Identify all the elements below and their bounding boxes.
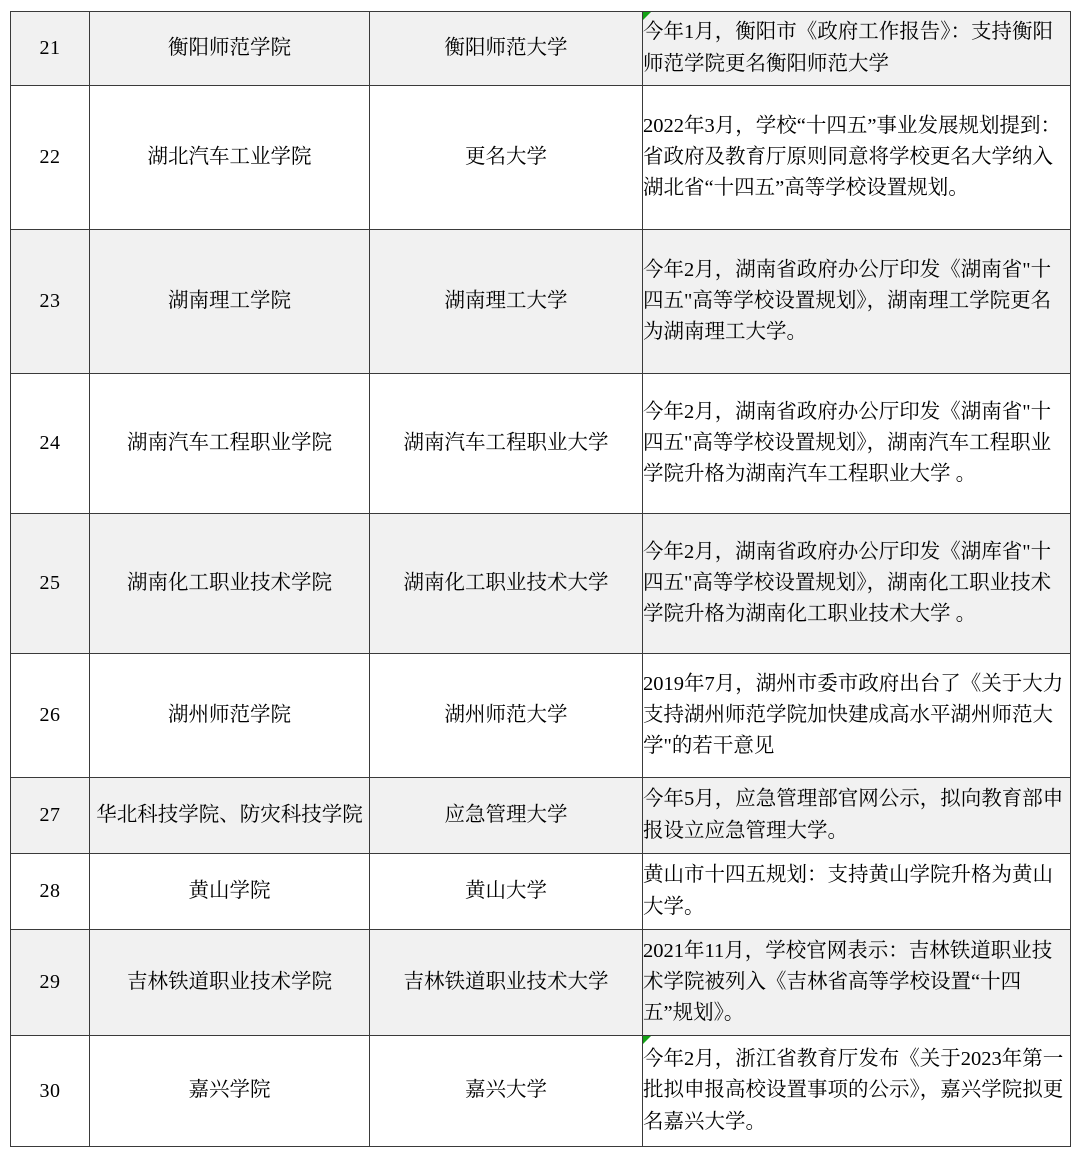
cell-index[interactable]: 24 [11,374,90,514]
cell-note-text: 今年2月，湖南省政府办公厅印发《湖南省"十四五"高等学校设置规划》，湖南汽车工程职业学院升格为湖南汽车工程职业大学 。 [643,400,1052,486]
cell-new-name[interactable]: 衡阳师范大学 [370,12,643,86]
cell-note[interactable] [643,1036,1071,1147]
cell-original-name[interactable]: 嘉兴学院 [90,1036,370,1147]
cell-new-name[interactable]: 吉林铁道职业技术大学 [370,930,643,1036]
cell-index[interactable]: 27 [11,778,90,854]
cell-note-text: 今年5月，应急管理部官网公示，拟向教育部申报设立应急管理大学。 [643,788,1064,842]
cell-note-text: 今年2月，湖南省政府办公厅印发《湖库省"十四五"高等学校设置规划》，湖南化工职业技术学院升格为湖南化工职业技术大学 。 [643,540,1052,626]
table-row[interactable] [11,854,1071,930]
table-row[interactable] [11,1036,1071,1147]
cell-note-text: 2021年11月，学校官网表示：吉林铁道职业技术学院被列入《吉林省高等学校设置“十四五”规划》。 [643,939,1053,1025]
cell-index[interactable]: 22 [11,86,90,230]
cell-original-name[interactable]: 湖南化工职业技术学院 [90,514,370,654]
cell-note-text: 2019年7月，湖州市委市政府出台了《关于大力支持湖州师范学院加快建成高水平湖州师范大学"的若干意见 [643,672,1064,758]
cell-index[interactable]: 28 [11,854,90,930]
cell-new-name[interactable]: 湖州师范大学 [370,654,643,778]
cell-original-name[interactable]: 湖北汽车工业学院 [90,86,370,230]
cell-note[interactable] [643,12,1071,86]
cell-new-name[interactable]: 更名大学 [370,86,643,230]
cell-original-name[interactable]: 吉林铁道职业技术学院 [90,930,370,1036]
cell-new-name[interactable]: 湖南化工职业技术大学 [370,514,643,654]
cell-original-name[interactable]: 湖南理工学院 [90,230,370,374]
cell-index[interactable]: 25 [11,514,90,654]
cell-new-name[interactable]: 湖南汽车工程职业大学 [370,374,643,514]
cell-original-name[interactable]: 湖州师范学院 [90,654,370,778]
cell-original-name[interactable]: 湖南汽车工程职业学院 [90,374,370,514]
table-row[interactable] [11,778,1071,854]
cell-note[interactable] [643,230,1071,374]
error-flag-icon [643,1036,651,1044]
cell-index[interactable]: 26 [11,654,90,778]
table-row[interactable] [11,930,1071,1036]
cell-original-name[interactable]: 衡阳师范学院 [90,12,370,86]
table-row[interactable] [11,12,1071,86]
cell-note-text: 今年2月，浙江省教育厅发布《关于2023年第一批拟申报高校设置事项的公示》，嘉兴学院拟更名嘉兴大学。 [643,1048,1064,1133]
cell-note-text: 2022年3月，学校“十四五”事业发展规划提到：省政府及教育厅原则同意将学校更名大学纳入湖北省“十四五”高等学校设置规划。 [643,114,1061,200]
table-row[interactable] [11,230,1071,374]
cell-note-text: 今年2月，湖南省政府办公厅印发《湖南省"十四五"高等学校设置规划》，湖南理工学院更名为湖南理工大学。 [643,258,1052,344]
cell-note[interactable] [643,86,1071,230]
cell-note-text: 黄山市十四五规划：支持黄山学院升格为黄山大学。 [643,864,1053,918]
table-row[interactable] [11,514,1071,654]
table-row[interactable] [11,374,1071,514]
cell-original-name[interactable]: 华北科技学院、防灾科技学院 [90,778,370,854]
table-row[interactable] [11,86,1071,230]
cell-note-text: 今年1月，衡阳市《政府工作报告》：支持衡阳师范学院更名衡阳师范大学 [643,21,1053,75]
cell-note[interactable] [643,374,1071,514]
cell-new-name[interactable]: 黄山大学 [370,854,643,930]
cell-new-name[interactable]: 嘉兴大学 [370,1036,643,1147]
cell-index[interactable]: 21 [11,12,90,86]
table-row[interactable] [11,654,1071,778]
cell-original-name[interactable]: 黄山学院 [90,854,370,930]
cell-note[interactable] [643,930,1071,1036]
cell-note[interactable] [643,854,1071,930]
university-rename-table [10,11,1071,1147]
table-body [11,12,1071,1147]
cell-new-name[interactable]: 应急管理大学 [370,778,643,854]
cell-note[interactable] [643,654,1071,778]
cell-note[interactable] [643,778,1071,854]
cell-index[interactable]: 29 [11,930,90,1036]
cell-index[interactable]: 30 [11,1036,90,1147]
cell-new-name[interactable]: 湖南理工大学 [370,230,643,374]
cell-index[interactable]: 23 [11,230,90,374]
cell-note[interactable] [643,514,1071,654]
